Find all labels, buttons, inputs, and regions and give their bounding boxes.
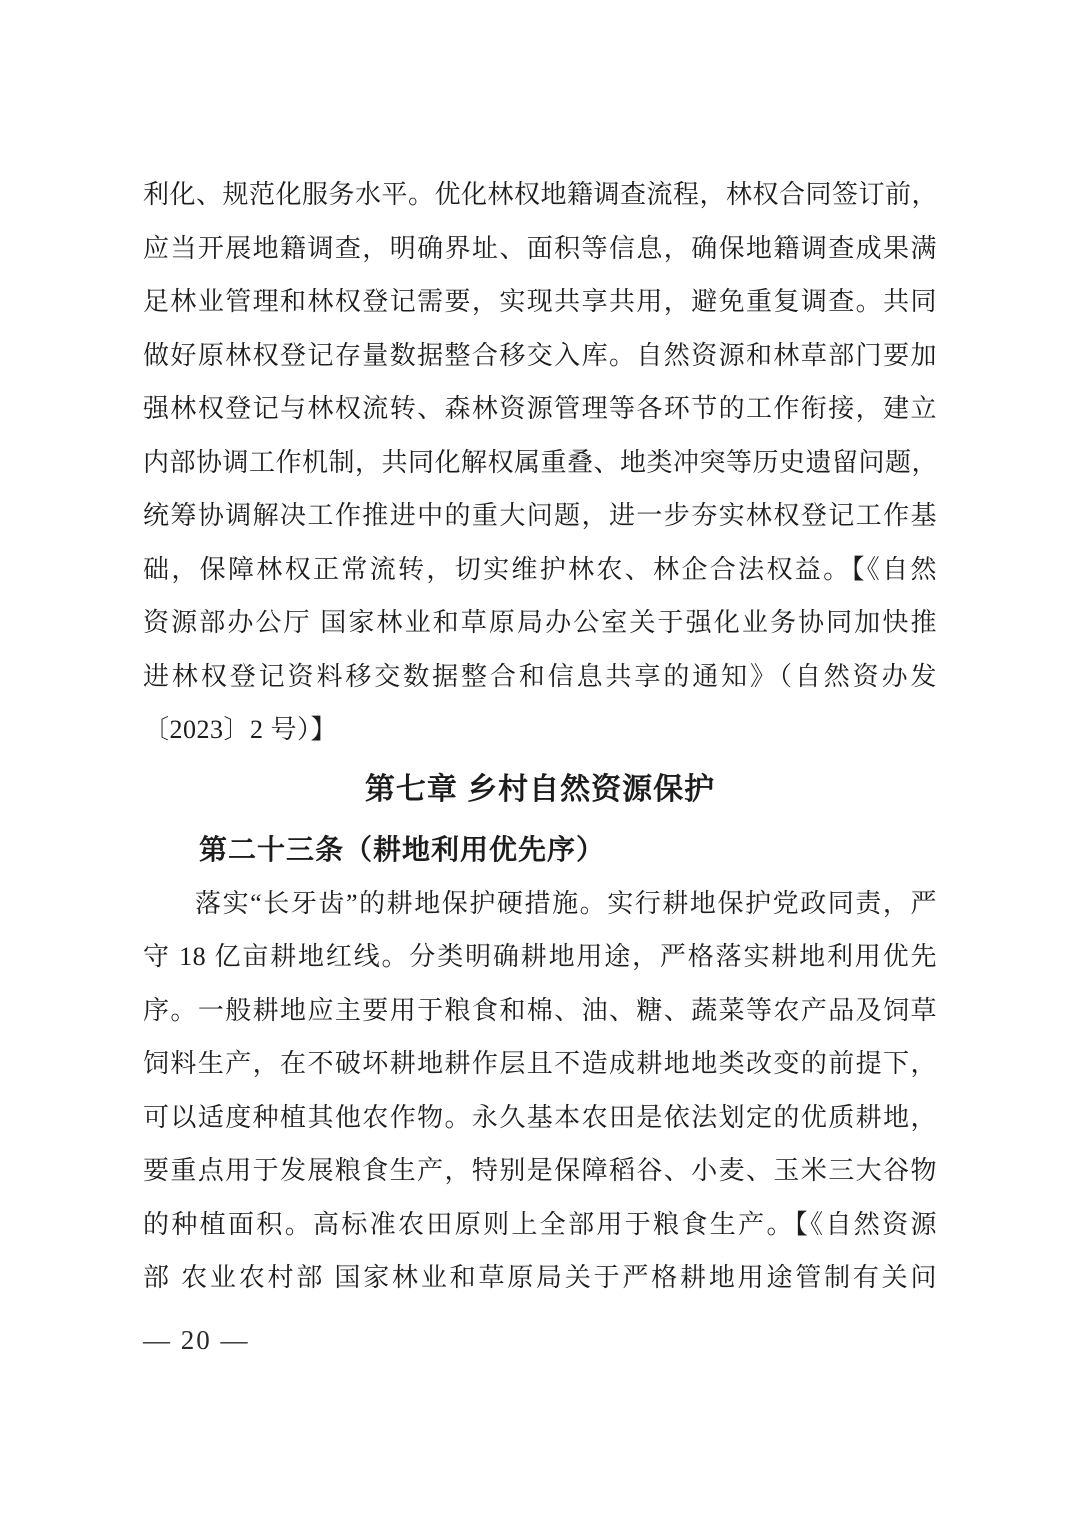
body-text-line: 要重点用于发展粮食生产，特别是保障稻谷、小麦、玉米三大谷物 (143, 1156, 937, 1185)
body-text-line: 做好原林权登记存量数据整合移交入库。自然资源和林草部门要加 (143, 340, 937, 370)
body-text-line: 统筹协调解决工作推进中的重大问题，进一步夯实林权登记工作基 (143, 501, 937, 530)
body-text-line: 足林业管理和林权登记需要，实现共享共用，避免重复调查。共同 (143, 287, 937, 316)
body-text-line: 利化、规范化服务水平。优化林权地籍调查流程，林权合同签订前， (143, 180, 939, 209)
body-text-line: 可以适度种植其他农作物。永久基本农田是依法划定的优质耕地， (143, 1102, 937, 1132)
body-text-line: 落实“长牙齿”的耕地保护硬措施。实行耕地保护党政同责，严 (195, 888, 937, 918)
body-text-line: 进林权登记资料移交数据整合和信息共享的通知》（自然资办发 (143, 661, 937, 691)
page-content (143, 168, 937, 1305)
body-text-line: 守 18 亿亩耕地红线。分类明确耕地用途，严格落实耕地利用优先 (143, 942, 937, 971)
body-text-line: 内部协调工作机制，共同化解权属重叠、地类冲突等历史遗留问题， (143, 447, 939, 477)
page-number: — 20 — (143, 1325, 250, 1355)
article-paragraph (143, 877, 937, 1305)
body-text-line: 强林权登记与林权流转、森林资源管理等各环节的工作衔接，建立 (143, 394, 937, 423)
body-text-line: 饲料生产，在不破坏耕地耕作层且不造成耕地地类改变的前提下， (143, 1049, 937, 1078)
body-text-line: 础，保障林权正常流转，切实维护林农、林企合法权益。【《自然 (143, 554, 937, 584)
body-text-line: 资源部办公厅 国家林业和草原局办公室关于强化业务协同加快推 (143, 608, 937, 637)
chapter-heading: 第七章 乡村自然资源保护 (364, 772, 716, 806)
body-text-line: 的种植面积。高标准农田原则上全部用于粮食生产。【《自然资源 (143, 1209, 937, 1239)
body-text-line: 〔2023〕2 号）】 (143, 715, 338, 744)
article-heading: 第二十三条（耕地利用优先序） (199, 833, 606, 865)
body-text-line: 应当开展地籍调查，明确界址、面积等信息，确保地籍调查成果满 (143, 233, 937, 263)
body-text-line: 序。一般耕地应主要用于粮食和棉、油、糖、蔬菜等农产品及饲草 (143, 995, 937, 1025)
body-text-line: 部 农业农村部 国家林业和草原局关于严格耕地用途管制有关问 (143, 1263, 937, 1292)
continuation-paragraph (143, 168, 937, 757)
